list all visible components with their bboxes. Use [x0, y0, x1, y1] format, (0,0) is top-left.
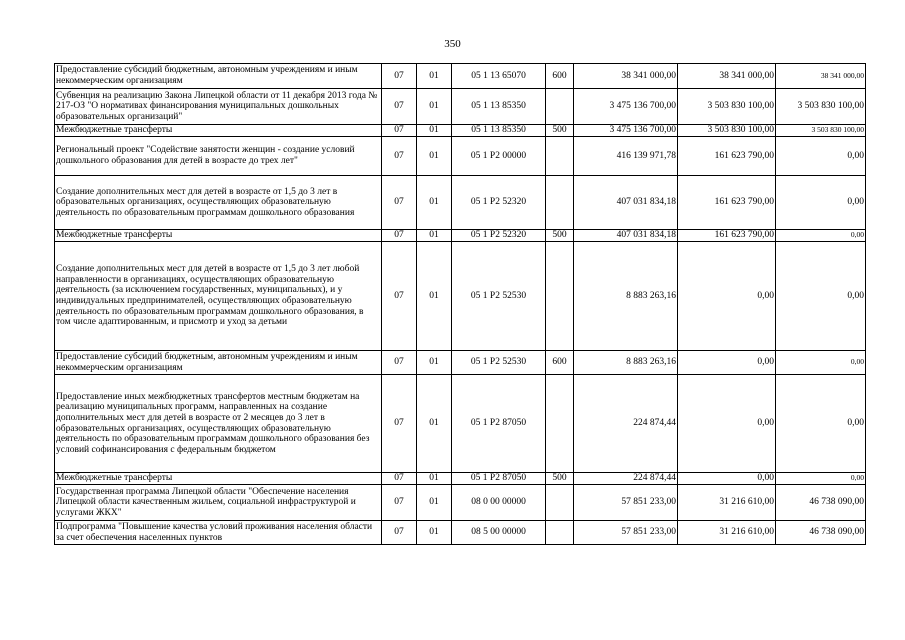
target-article-code: 05 1 P2 52320 [452, 230, 546, 242]
expense-type-code [546, 521, 574, 545]
expense-type-code: 500 [546, 473, 574, 485]
subsection-code: 01 [417, 137, 452, 176]
section-code: 07 [382, 137, 417, 176]
amount-year-3: 0,00 [776, 176, 866, 230]
table-row [55, 125, 866, 137]
amount-year-3: 0,00 [776, 351, 866, 375]
section-code: 07 [382, 176, 417, 230]
table-row [55, 89, 866, 125]
table-row [55, 375, 866, 473]
target-article-code: 05 1 P2 52530 [452, 242, 546, 351]
expense-type-code [546, 89, 574, 125]
budget-table [54, 63, 866, 545]
section-code: 07 [382, 242, 417, 351]
row-name: Государственная программа Липецкой области "Обеспечение населения Липецкой области качественным жильем, социальной инфраструктурой и услугами ЖКХ" [55, 485, 382, 521]
amount-year-2: 31 216 610,00 [678, 521, 776, 545]
subsection-code: 01 [417, 375, 452, 473]
subsection-code: 01 [417, 176, 452, 230]
row-name: Межбюджетные трансферты [55, 125, 382, 137]
row-name: Субвенция на реализацию Закона Липецкой области от 11 декабря 2013 года № 217-ОЗ "О нормативах финансирования муниципальных дошкольных образовательных организаций" [55, 89, 382, 125]
row-name: Предоставление субсидий бюджетным, автономным учреждениям и иным некоммерческим организациям [55, 351, 382, 375]
amount-year-2: 0,00 [678, 473, 776, 485]
row-name: Создание дополнительных мест для детей в возрасте от 1,5 до 3 лет в образовательных организациях, осуществляющих образовательную деятельность по образовательным программам дошкольного образования [55, 176, 382, 230]
target-article-code: 05 1 P2 00000 [452, 137, 546, 176]
row-name: Предоставление иных межбюджетных трансфертов местным бюджетам на реализацию муниципальных программ, направленных на создание дополнительных мест для детей в возрасте от 2 месяцев до 3 лет в образовательных организациях, осуществляющих образовательную деятельность по образовательным программам дошкольного образования без условий софинансирования с федеральным бюджетом [55, 375, 382, 473]
section-code: 07 [382, 230, 417, 242]
amount-year-1: 3 475 136 700,00 [574, 89, 678, 125]
expense-type-code [546, 176, 574, 230]
row-name: Региональный проект "Содействие занятости женщин - создание условий дошкольного образования для детей в возрасте до трех лет" [55, 137, 382, 176]
amount-year-2: 0,00 [678, 375, 776, 473]
amount-year-1: 407 031 834,18 [574, 176, 678, 230]
table-row [55, 351, 866, 375]
table-row [55, 242, 866, 351]
table-row [55, 64, 866, 89]
amount-year-1: 224 874,44 [574, 473, 678, 485]
section-code: 07 [382, 351, 417, 375]
amount-year-1: 57 851 233,00 [574, 485, 678, 521]
amount-year-1: 3 475 136 700,00 [574, 125, 678, 137]
amount-year-2: 3 503 830 100,00 [678, 89, 776, 125]
row-name: Межбюджетные трансферты [55, 473, 382, 485]
amount-year-2: 0,00 [678, 242, 776, 351]
amount-year-2: 161 623 790,00 [678, 176, 776, 230]
section-code: 07 [382, 125, 417, 137]
amount-year-2: 161 623 790,00 [678, 230, 776, 242]
subsection-code: 01 [417, 473, 452, 485]
amount-year-3: 0,00 [776, 242, 866, 351]
subsection-code: 01 [417, 351, 452, 375]
row-name: Создание дополнительных мест для детей в возрасте от 1,5 до 3 лет любой направленности в организациях, осуществляющих образовательную деятельность (за исключением государственных, муниципальных), и у индивидуальных предпринимателей, осуществляющих образовательную деятельность по образовательным программам дошкольного образования, в том числе адаптированным, и присмотр и уход за детьми [55, 242, 382, 351]
table-row [55, 176, 866, 230]
table-row [55, 521, 866, 545]
amount-year-2: 3 503 830 100,00 [678, 125, 776, 137]
target-article-code: 05 1 P2 87050 [452, 375, 546, 473]
table-row [55, 473, 866, 485]
amount-year-1: 38 341 000,00 [574, 64, 678, 89]
target-article-code: 08 5 00 00000 [452, 521, 546, 545]
target-article-code: 05 1 P2 87050 [452, 473, 546, 485]
amount-year-2: 161 623 790,00 [678, 137, 776, 176]
subsection-code: 01 [417, 125, 452, 137]
subsection-code: 01 [417, 485, 452, 521]
table-row [55, 485, 866, 521]
expense-type-code: 600 [546, 351, 574, 375]
expense-type-code: 500 [546, 230, 574, 242]
amount-year-1: 224 874,44 [574, 375, 678, 473]
amount-year-1: 57 851 233,00 [574, 521, 678, 545]
target-article-code: 05 1 13 65070 [452, 64, 546, 89]
subsection-code: 01 [417, 230, 452, 242]
section-code: 07 [382, 375, 417, 473]
expense-type-code: 500 [546, 125, 574, 137]
amount-year-2: 0,00 [678, 351, 776, 375]
target-article-code: 05 1 P2 52320 [452, 176, 546, 230]
section-code: 07 [382, 521, 417, 545]
amount-year-3: 0,00 [776, 473, 866, 485]
row-name: Межбюджетные трансферты [55, 230, 382, 242]
amount-year-3: 0,00 [776, 230, 866, 242]
amount-year-3: 46 738 090,00 [776, 521, 866, 545]
section-code: 07 [382, 64, 417, 89]
table-row [55, 230, 866, 242]
section-code: 07 [382, 473, 417, 485]
amount-year-2: 38 341 000,00 [678, 64, 776, 89]
section-code: 07 [382, 89, 417, 125]
target-article-code: 08 0 00 00000 [452, 485, 546, 521]
amount-year-1: 407 031 834,18 [574, 230, 678, 242]
amount-year-3: 46 738 090,00 [776, 485, 866, 521]
page-number: 350 [444, 38, 461, 50]
table-row [55, 137, 866, 176]
amount-year-3: 0,00 [776, 375, 866, 473]
amount-year-3: 3 503 830 100,00 [776, 125, 866, 137]
amount-year-1: 8 883 263,16 [574, 351, 678, 375]
expense-type-code [546, 485, 574, 521]
subsection-code: 01 [417, 89, 452, 125]
subsection-code: 01 [417, 521, 452, 545]
expense-type-code: 600 [546, 64, 574, 89]
subsection-code: 01 [417, 242, 452, 351]
row-name: Предоставление субсидий бюджетным, автономным учреждениям и иным некоммерческим организациям [55, 64, 382, 89]
expense-type-code [546, 137, 574, 176]
target-article-code: 05 1 13 85350 [452, 89, 546, 125]
subsection-code: 01 [417, 64, 452, 89]
section-code: 07 [382, 485, 417, 521]
amount-year-1: 416 139 971,78 [574, 137, 678, 176]
amount-year-1: 8 883 263,16 [574, 242, 678, 351]
amount-year-3: 0,00 [776, 137, 866, 176]
amount-year-3: 3 503 830 100,00 [776, 89, 866, 125]
target-article-code: 05 1 P2 52530 [452, 351, 546, 375]
expense-type-code [546, 375, 574, 473]
amount-year-3: 38 341 000,00 [776, 64, 866, 89]
expense-type-code [546, 242, 574, 351]
row-name: Подпрограмма "Повышение качества условий проживания населения области за счет обеспечения населенных пунктов [55, 521, 382, 545]
target-article-code: 05 1 13 85350 [452, 125, 546, 137]
amount-year-2: 31 216 610,00 [678, 485, 776, 521]
